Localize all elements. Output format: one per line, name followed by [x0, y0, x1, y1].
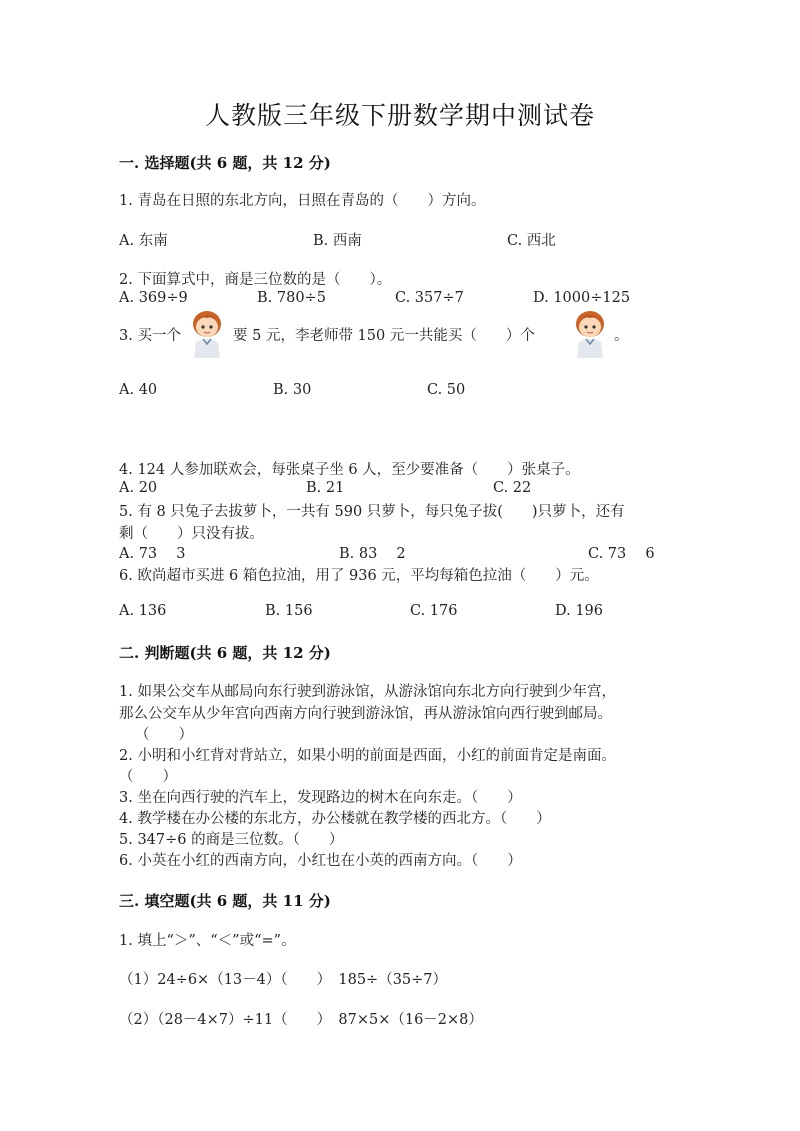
question-3-option-c: C. 50: [427, 382, 466, 398]
judge-4: 4. 教学楼在办公楼的东北方，办公楼就在教学楼的西北方。（ ）: [119, 811, 551, 827]
question-5-option-c: C. 73 6: [588, 546, 655, 562]
judge-1-line2: 那么公交车从少年宫向西南方向行驶到游泳馆，再从游泳馆向西行驶到邮局。: [119, 706, 612, 722]
question-3-stem-part3: 。: [614, 328, 629, 344]
judge-5: 5. 347÷6 的商是三位数。（ ）: [119, 832, 344, 848]
question-2-option-a: A. 369÷9: [119, 290, 188, 306]
judge-1-blank: （ ）: [135, 727, 193, 743]
question-6-option-b: B. 156: [265, 603, 313, 619]
question-1-option-b: B. 西南: [313, 233, 362, 249]
question-2-option-c: C. 357÷7: [395, 290, 464, 306]
question-2-stem: 2. 下面算式中，商是三位数的是（ ）。: [119, 272, 392, 288]
question-3-option-b: B. 30: [273, 382, 312, 398]
question-5-option-b: B. 83 2: [339, 546, 406, 562]
judge-3: 3. 坐在向西行驶的汽车上，发现路边的树木在向东走。（ ）: [119, 790, 522, 806]
judge-2-line1: 2. 小明和小红背对背站立，如果小明的前面是西面，小红的前面肯定是南面。: [119, 748, 616, 764]
question-4-stem: 4. 124 人参加联欢会，每张桌子坐 6 人，至少要准备（ ）张桌子。: [119, 462, 580, 478]
judge-1-line1: 1. 如果公交车从邮局向东行驶到游泳馆，从游泳馆向东北方向行驶到少年宫，: [119, 684, 616, 700]
cartoon-boy-icon: [569, 308, 611, 358]
fill-1-row-2: （2）（28－4×7）÷11（ ） 87×5×（16－2×8）: [119, 1012, 483, 1028]
question-3-option-a: A. 40: [119, 382, 158, 398]
question-2-option-d: D. 1000÷125: [533, 290, 631, 306]
section-heading-fill-blank: 三. 填空题(共 6 题，共 11 分): [119, 892, 331, 910]
cartoon-boy-icon: [186, 308, 228, 358]
fill-1-stem: 1. 填上“＞”、“＜”或“=”。: [119, 933, 296, 949]
question-2-option-b: B. 780÷5: [257, 290, 326, 306]
judge-6: 6. 小英在小红的西南方向，小红也在小英的西南方向。（ ）: [119, 853, 522, 869]
question-1-option-a: A. 东南: [119, 233, 168, 249]
section-heading-choice: 一. 选择题(共 6 题，共 12 分): [119, 154, 331, 172]
question-1-option-c: C. 西北: [507, 233, 556, 249]
question-5-stem-line1: 5. 有 8 只兔子去拔萝卜，一共有 590 只萝卜，每只兔子拔( )只萝卜，还有: [119, 504, 625, 520]
fill-1-row-1: （1）24÷6×（13－4）（ ） 185÷（35÷7）: [119, 972, 448, 988]
question-1-stem: 1. 青岛在日照的东北方向，日照在青岛的（ ）方向。: [119, 193, 486, 209]
question-3-stem-part1: 3. 买一个: [119, 328, 181, 344]
question-4-option-c: C. 22: [493, 480, 532, 496]
question-4-option-b: B. 21: [306, 480, 345, 496]
question-5-stem-line2: 剩（ ）只没有拔。: [119, 526, 264, 542]
page-title: 人教版三年级下册数学期中测试卷: [204, 101, 595, 130]
question-6-stem: 6. 欧尚超市买进 6 箱色拉油，用了 936 元，平均每箱色拉油（ ）元。: [119, 568, 599, 584]
section-heading-judgement: 二. 判断题(共 6 题，共 12 分): [119, 644, 331, 662]
question-6-option-c: C. 176: [410, 603, 458, 619]
question-5-option-a: A. 73 3: [119, 546, 186, 562]
question-3-stem-part2: 要 5 元，李老师带 150 元一共能买（ ）个: [233, 328, 535, 344]
judge-2-blank: （ ）: [119, 769, 177, 785]
question-4-option-a: A. 20: [119, 480, 158, 496]
question-6-option-a: A. 136: [119, 603, 167, 619]
question-6-option-d: D. 196: [555, 603, 604, 619]
